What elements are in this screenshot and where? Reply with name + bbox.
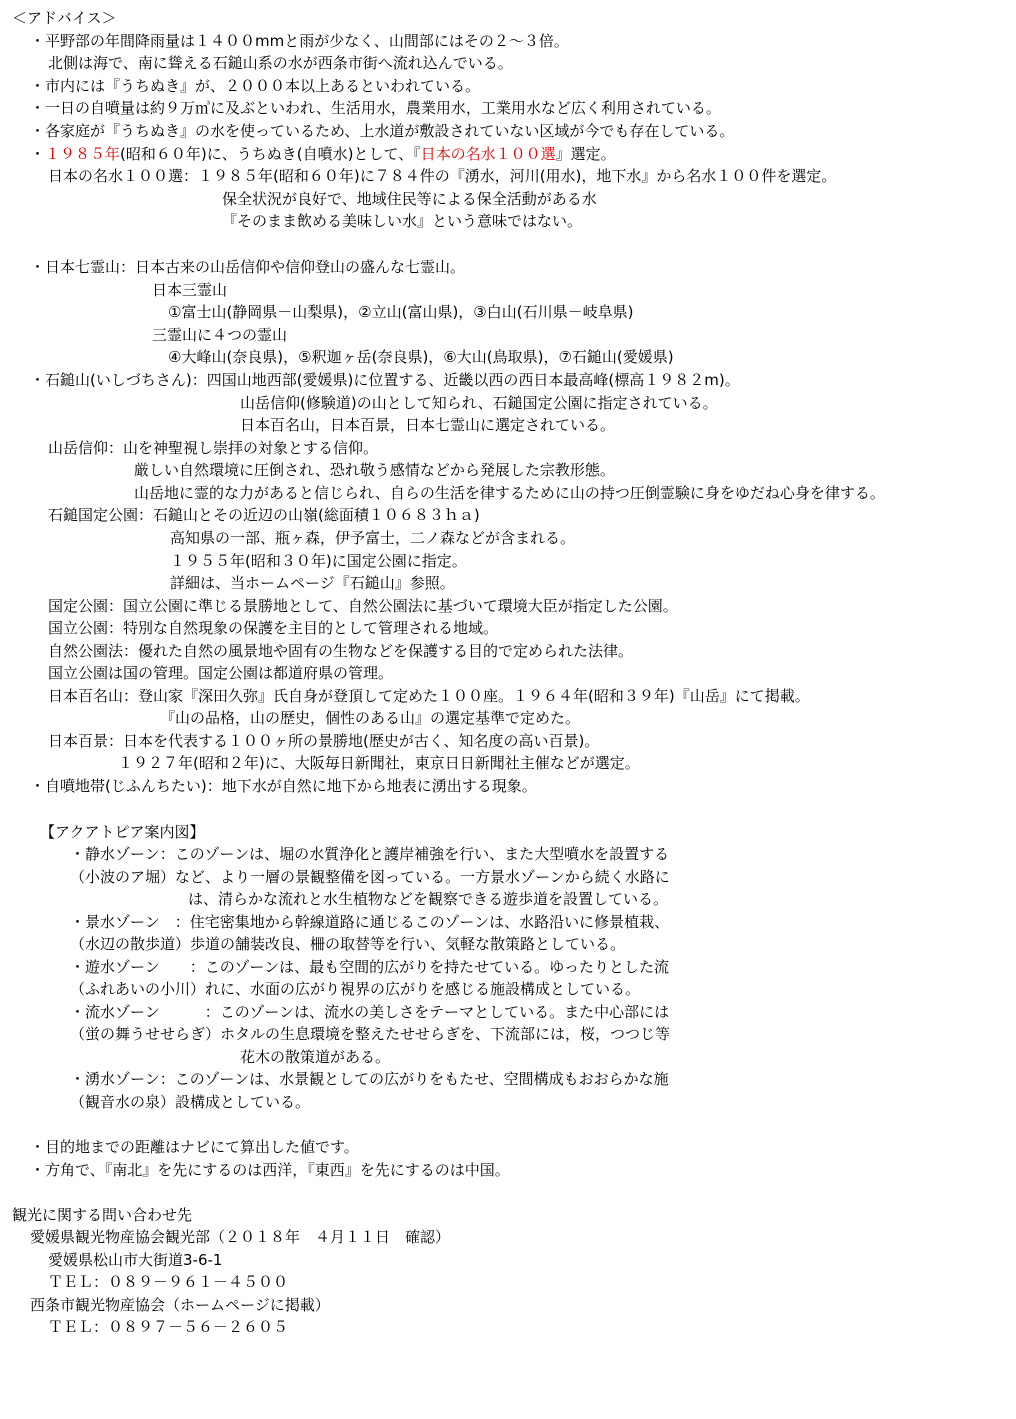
contact-org-1: 愛媛県観光物産協会観光部（２０１８年 ４月１１日 確認） bbox=[30, 1228, 451, 1246]
quasi-park-3: １９５５年(昭和３０年)に国定公園に指定。 bbox=[170, 552, 467, 570]
reizan-line-1: ・日本七霊山：日本古来の山岳信仰や信仰登山の盛んな七霊山。 bbox=[30, 258, 466, 276]
rainfall-line-2: 北側は海で、南に聳える石鎚山系の水が西条市街へ流れ込んでいる。 bbox=[48, 54, 513, 72]
note-distance: ・目的地までの距離はナビにて算出した値です。 bbox=[30, 1138, 359, 1156]
mountain-faith-2: 厳しい自然環境に圧倒され、恐れ敬う感情などから発展した宗教形態。 bbox=[134, 461, 615, 479]
zone-5-line-1: ・湧水ゾーン：このゾーンは、水景観としての広がりをもたせ、空間構成もおおらかな施 bbox=[70, 1070, 669, 1088]
ishizuchi-line-3: 日本百名山，日本百景，日本七霊山に選定されている。 bbox=[240, 416, 616, 434]
contact-org-2: 西条市観光物産協会（ホームページに掲載） bbox=[30, 1296, 330, 1314]
meisui-title: 日本の名水１００選 bbox=[420, 145, 556, 163]
meisui-selection bbox=[30, 144, 616, 166]
park-management: 国立公園は国の管理。国定公園は都道府県の管理。 bbox=[48, 664, 394, 682]
quasi-national-park-def: 国定公園：国立公園に準じる景勝地として、自然公園法に基づいて環境大臣が指定した公園。 bbox=[48, 597, 678, 615]
mountain-faith-1: 山岳信仰：山を神聖視し崇拝の対象とする信仰。 bbox=[48, 439, 379, 457]
meisui-definition-1: 日本の名水１００選：１９８５年(昭和６０年)に７８４件の『湧水，河川(用水)，地下水』から名水１００件を選定。 bbox=[48, 167, 837, 185]
zone-4-line-3: 花木の散策道がある。 bbox=[240, 1048, 391, 1066]
selection-year: １９８５年 bbox=[45, 145, 121, 163]
quasi-park-1: 石鎚国定公園：石鎚山とその近辺の山嶺(総面積１０６８３ｈａ) bbox=[48, 506, 480, 524]
hyakumeizan-1: 日本百名山：登山家『深田久弥』氏自身が登頂して定めた１００座。１９６４年(昭和３９年)『山岳』にて掲載。 bbox=[48, 687, 810, 705]
advice-heading: ＜アドバイス＞ bbox=[12, 9, 117, 27]
natural-park-law: 自然公園法：優れた自然の風景地や固有の生物などを保護する目的で定められた法律。 bbox=[48, 642, 634, 660]
meisui-definition-2: 保全状況が良好で、地域住民等による保全活動がある水 bbox=[222, 190, 597, 208]
hyakkei-2: １９２７年(昭和２年)に、大阪毎日新聞社，東京日日新聞社主催などが選定。 bbox=[118, 754, 640, 772]
zone-4-line-2: （蛍の舞うせせらぎ）ホタルの生息環境を整えたせせらぎを、下流部には，桜，つつじ等 bbox=[70, 1025, 671, 1043]
bullet: ・ bbox=[30, 145, 46, 163]
note-direction: ・方角で、『南北』を先にするのは西洋，『東西』を先にするのは中国。 bbox=[30, 1161, 510, 1179]
zone-2-line-2: （水辺の散歩道）歩道の舗装改良、柵の取替等を行い、気軽な散策路としている。 bbox=[70, 935, 626, 953]
uchinuki-count: ・市内には『うちぬき』が、２０００本以上あるといわれている。 bbox=[30, 77, 481, 95]
national-park-def: 国立公園：特別な自然現象の保護を主目的として管理される地域。 bbox=[48, 619, 499, 637]
meisui-definition-3: 『そのまま飲める美味しい水』という意味ではない。 bbox=[222, 212, 583, 230]
aquatopia-heading: 【アクアトピア案内図】 bbox=[40, 823, 205, 841]
zone-2-line-1: ・景水ゾーン ：住宅密集地から幹線道路に通じるこのゾーンは、水路沿いに修景植栽、 bbox=[70, 913, 670, 931]
reizan-line-4: 三霊山に４つの霊山 bbox=[152, 326, 288, 344]
rainfall-line-1: ・平野部の年間降雨量は１４００mmと雨が少なく、山間部にはその２～３倍。 bbox=[30, 32, 569, 50]
contact-address-1: 愛媛県松山市大街道3-6-1 bbox=[48, 1251, 223, 1269]
zone-3-line-1: ・遊水ゾーン ：このゾーンは、最も空間的広がりを持たせている。ゆったりとした流 bbox=[70, 958, 669, 976]
zone-1-line-3: は、清らかな流れと水生植物などを観察できる遊歩道を設置している。 bbox=[188, 890, 669, 908]
reizan-line-5: ④大峰山(奈良県)，⑤釈迦ヶ岳(奈良県)，⑥大山(鳥取県)，⑦石鎚山(愛媛県) bbox=[168, 348, 674, 366]
ishizuchi-line-2: 山岳信仰(修験道)の山として知られ、石鎚国定公園に指定されている。 bbox=[240, 394, 718, 412]
zone-3-line-2: （ふれあいの小川）れに、水面の広がり視界の広がりを感じる施設構成としている。 bbox=[70, 980, 641, 998]
ishizuchi-line-1: ・石鎚山(いしづちさん)：四国山地西部(愛媛県)に位置する、近畿以西の西日本最高峰(標高１９８２m)。 bbox=[30, 371, 740, 389]
hyakumeizan-2: 『山の品格，山の歴史，個性のある山』の選定基準で定めた。 bbox=[160, 709, 581, 727]
spring-volume: ・一日の自噴量は約９万㎥に及ぶといわれ、生活用水，農業用水，工業用水など広く利用されている。 bbox=[30, 99, 721, 117]
selection-text: (昭和６０年)に、うちぬき(自噴水)として、『 bbox=[120, 145, 421, 163]
zone-1-line-1: ・静水ゾーン：このゾーンは、堀の水質浄化と護岸補強を行い、また大型噴水を設置する bbox=[70, 845, 670, 863]
contact-tel-1: ＴＥＬ：０８９－９６１－４５００ bbox=[48, 1273, 289, 1291]
quasi-park-4: 詳細は、当ホームページ『石鎚山』参照。 bbox=[170, 574, 455, 592]
contact-heading: 観光に関する問い合わせ先 bbox=[12, 1206, 193, 1224]
selection-suffix: 』選定。 bbox=[555, 145, 616, 163]
jifun-zone: ・自噴地帯(じふんちたい)：地下水が自然に地下から地表に湧出する現象。 bbox=[30, 777, 537, 795]
reizan-line-3: ①富士山(静岡県－山梨県)，②立山(富山県)，③白山(石川県－岐阜県) bbox=[168, 303, 634, 321]
quasi-park-2: 高知県の一部、瓶ヶ森，伊予富士，二ノ森などが含まれる。 bbox=[170, 529, 576, 547]
zone-5-line-2: （観音水の泉）設構成としている。 bbox=[70, 1093, 311, 1111]
zone-1-line-2: （小波のア堀）など、より一層の景観整備を図っている。一方景水ゾーンから続く水路に bbox=[70, 868, 670, 886]
household-usage: ・各家庭が『うちぬき』の水を使っているため、上水道が敷設されていない区域が今でも存在している。 bbox=[30, 122, 735, 140]
contact-tel-2: ＴＥＬ：０８９７－５６－２６０５ bbox=[48, 1318, 289, 1336]
zone-4-line-1: ・流水ゾーン ：このゾーンは、流水の美しさをテーマとしている。また中心部には bbox=[70, 1003, 670, 1021]
reizan-line-2: 日本三霊山 bbox=[152, 281, 228, 299]
mountain-faith-3: 山岳地に霊的な力があると信じられ、自らの生活を律するために山の持つ圧倒霊験に身をゆだね心身を律する。 bbox=[134, 484, 885, 502]
hyakkei-1: 日本百景：日本を代表する１００ヶ所の景勝地(歴史が古く、知名度の高い百景)。 bbox=[48, 732, 600, 750]
